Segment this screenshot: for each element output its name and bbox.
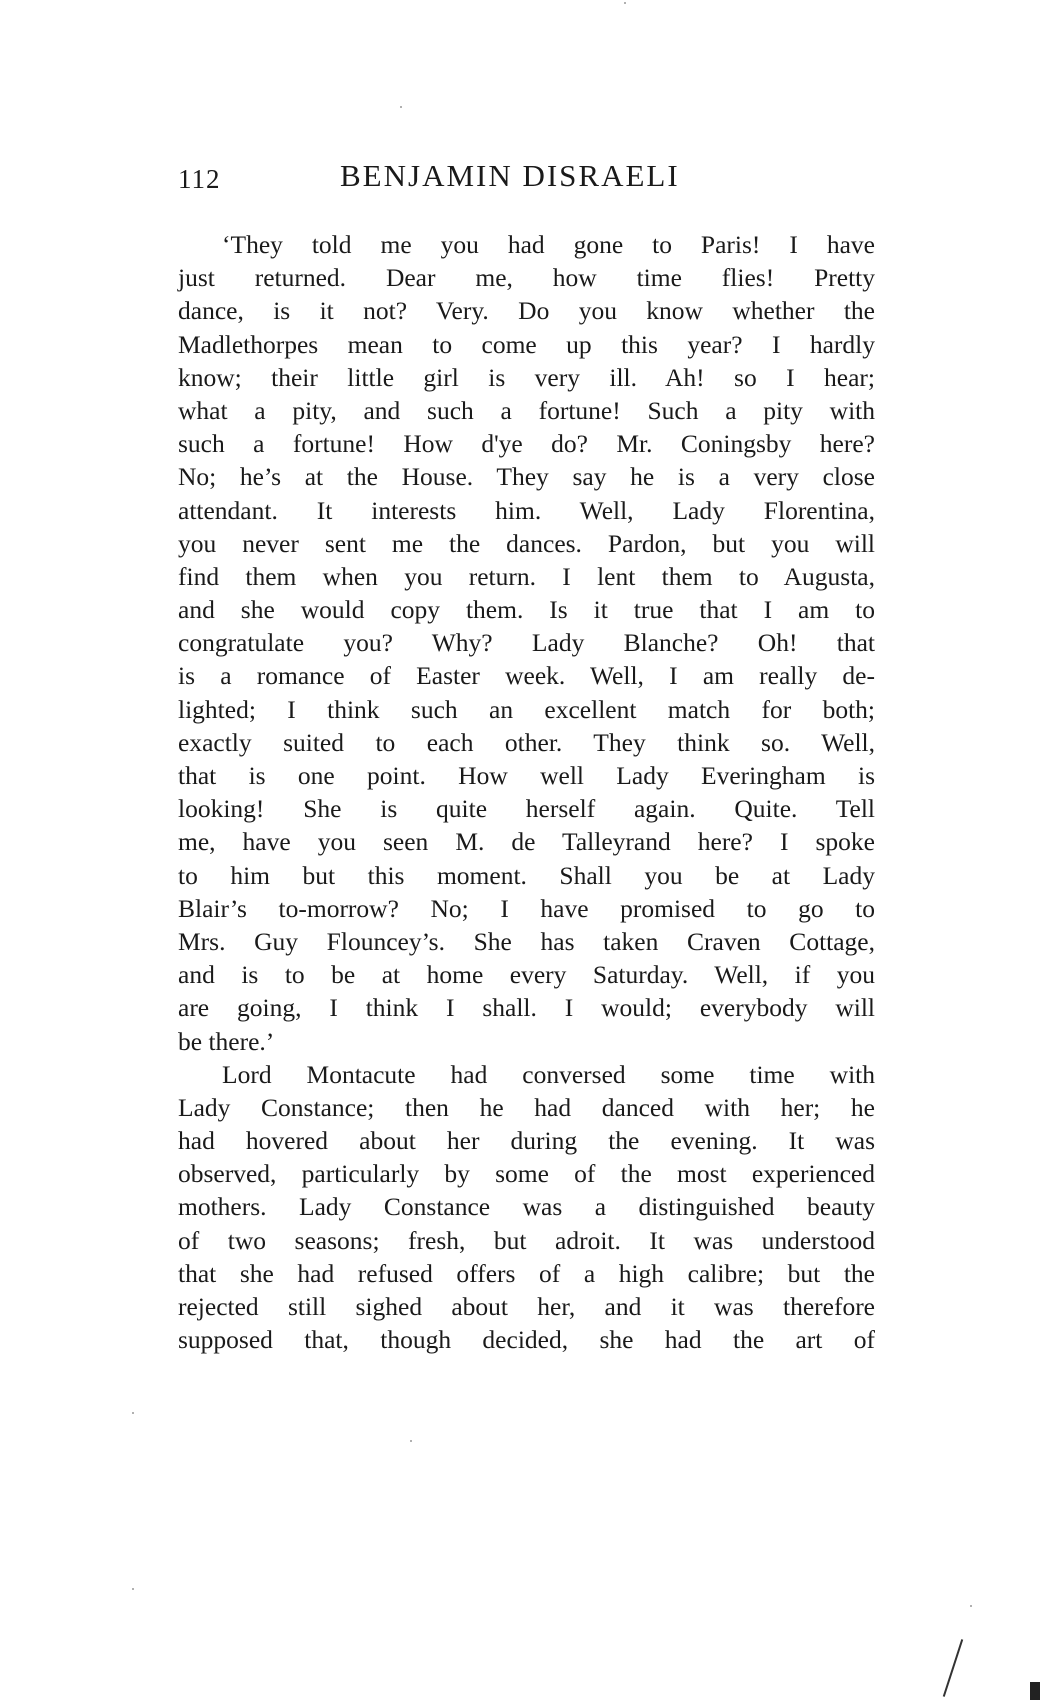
text-line: are going, I think I shall. I would; everybody will bbox=[178, 993, 875, 1023]
text-line: ‘They told me you had gone to Paris! I have bbox=[222, 230, 875, 259]
text-line: mothers. Lady Constance was a distinguished beauty bbox=[178, 1192, 875, 1222]
scan-speck bbox=[410, 1440, 412, 1442]
text-line: you never sent me the dances. Pardon, but you will bbox=[178, 528, 875, 558]
text-line: attendant. It interests him. Well, Lady Florentina, bbox=[178, 495, 875, 525]
scan-speck bbox=[132, 1588, 134, 1590]
scan-speck bbox=[400, 106, 402, 108]
pencil-stroke bbox=[943, 1639, 963, 1697]
text-line: No; he’s at the House. They say he is a very close bbox=[178, 462, 875, 492]
text-line: find them when you return. I lent them to Augusta, bbox=[178, 561, 875, 591]
text-line: had hovered about her during the evening. It was bbox=[178, 1126, 875, 1156]
scan-speck bbox=[970, 1605, 972, 1607]
page-number: 112 bbox=[178, 164, 221, 194]
text-line: Madlethorpes mean to come up this year? I hardly bbox=[178, 329, 875, 359]
text-line: such a fortune! How d'ye do? Mr. Coningsby here? bbox=[178, 429, 875, 459]
running-title: BENJAMIN DISRAELI bbox=[340, 158, 680, 193]
text-line: and she would copy them. Is it true that I am to bbox=[178, 595, 875, 625]
text-line: me, have you seen M. de Talleyrand here? I spoke bbox=[178, 827, 875, 857]
running-head bbox=[178, 158, 878, 208]
text-line: and is to be at home every Saturday. Well, if you bbox=[178, 960, 875, 990]
text-line: that she had refused offers of a high calibre; but the bbox=[178, 1258, 875, 1288]
text-line: just returned. Dear me, how time flies! Pretty bbox=[178, 263, 875, 293]
scan-speck bbox=[132, 1412, 134, 1414]
text-line: looking! She is quite herself again. Quite. Tell bbox=[178, 794, 875, 824]
text-line: be there.’ bbox=[178, 1026, 275, 1056]
text-line: Blair’s to-morrow? No; I have promised to go to bbox=[178, 893, 875, 923]
text-line: lighted; I think such an excellent match for both; bbox=[178, 694, 875, 724]
text-line: that is one point. How well Lady Everingham is bbox=[178, 761, 875, 790]
text-line: Lady Constance; then he had danced with her; he bbox=[178, 1092, 875, 1122]
text-line: dance, is it not? Very. Do you know whether the bbox=[178, 296, 875, 326]
text-line: congratulate you? Why? Lady Blanche? Oh! that bbox=[178, 628, 875, 658]
page-edge-mark bbox=[1030, 1682, 1040, 1700]
text-line: what a pity, and such a fortune! Such a pity with bbox=[178, 395, 875, 425]
text-line: supposed that, though decided, she had the art of bbox=[178, 1325, 875, 1355]
text-line: rejected still sighed about her, and it was therefore bbox=[178, 1292, 875, 1321]
scan-speck bbox=[624, 2, 626, 4]
text-line: observed, particularly by some of the most experienced bbox=[178, 1159, 875, 1189]
text-line: to him but this moment. Shall you be at Lady bbox=[178, 860, 875, 890]
text-line: Mrs. Guy Flouncey’s. She has taken Craven Cottage, bbox=[178, 926, 875, 956]
text-line: exactly suited to each other. They think so. Well, bbox=[178, 727, 875, 757]
text-line: of two seasons; fresh, but adroit. It was understood bbox=[178, 1225, 875, 1255]
text-line: is a romance of Easter week. Well, I am really de- bbox=[178, 661, 875, 691]
text-line: know; their little girl is very ill. Ah! so I hear; bbox=[178, 362, 875, 392]
text-line: Lord Montacute had conversed some time with bbox=[222, 1059, 875, 1089]
body-text bbox=[178, 228, 875, 1356]
